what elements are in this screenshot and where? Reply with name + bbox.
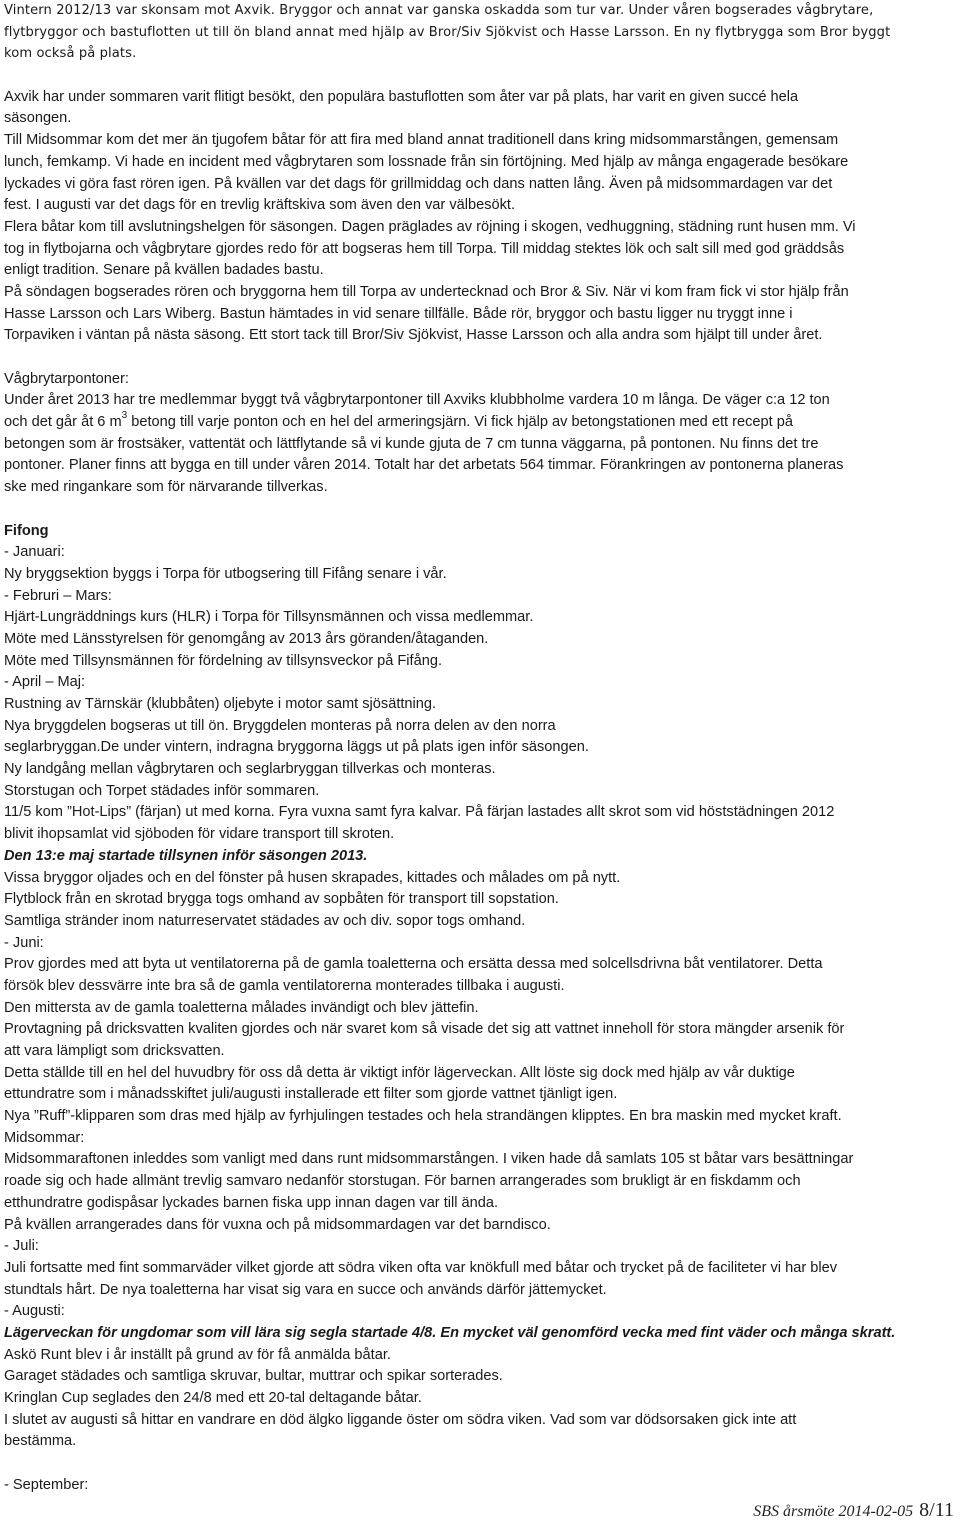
document-page (4, 0, 956, 1496)
text-line: etthundratre godispåsar lyckades barnen fiska upp innan dagen var till ända. (4, 1194, 499, 1211)
text-line: - Augusti: (4, 1303, 65, 1320)
text-line: - Juni: (4, 934, 44, 951)
text-line: Garaget städades och samtliga skruvar, bultar, muttrar och spikar sorterades. (4, 1368, 503, 1385)
footer-document-title: SBS årsmöte 2014-02-05 (753, 1503, 914, 1520)
text-line: ske med ringankare som för närvarande tillverkas. (4, 479, 328, 496)
text-line: pontoner. Planer finns att bygga en till under våren 2014. Totalt har det arbetats 564 timmar. Förankringen av pontonerna planeras (4, 457, 844, 474)
text-line: I slutet av augusti så hittar en vandrare en död älgko liggande öster om södra viken. Vad som var dödsorsaken gick inte att (4, 1411, 797, 1428)
text-line: Provtagning på dricksvatten kvaliten gjordes och när svaret kom så visade det sig att vattnet inneholl för stora mängder arsenik för (4, 1021, 845, 1038)
text-line: seglarbryggan.De under vintern, indragna bryggorna läggs ut på plats igen inför säsongen. (4, 739, 589, 756)
text-line: Vissa bryggor oljades och en del fönster på husen skrapades, kittades och målades om på nytt. (4, 869, 621, 886)
text-line: - Juli: (4, 1238, 39, 1255)
intro-paragraph (4, 0, 956, 65)
section-heading: Fifong (4, 522, 49, 539)
text-line: Lägerveckan för ungdomar som vill lära sig segla startade 4/8. En mycket väl genomförd vecka med fint väder och många skratt. (4, 1324, 896, 1341)
text-line: ettundratre som i månadsskiftet juli/augusti installerade ett filter som gjorde vattnet tjänligt igen. (4, 1086, 618, 1103)
text-line: 11/5 kom ”Hot-Lips” (färjan) ut med korna. Fyra vuxna samt fyra kalvar. På färjan lastades allt skrot som vid höststädningen 2012 (4, 804, 835, 821)
text-line: På söndagen bogserades rören och bryggorna hem till Torpa av undertecknad och Bror & Siv. När vi kom fram fick vi stor hjälp från (4, 283, 849, 300)
text-line: - Februri – Mars: (4, 587, 112, 604)
text-line: betongen som är frostsäker, vattentät och lättflytande så vi kunde gjuta de 7 cm tunna väggarna, på pontonen. Nu finns det tre (4, 435, 819, 452)
text-line: lunch, femkamp. Vi hade en incident med vågbrytaren som lossnade från sin förtöjning. Med hjälp av många engagerade besökare (4, 153, 849, 170)
superscript: 3 (121, 410, 128, 422)
text-line: fest. I augusti var det dags för en trevlig kräftskiva som även den var välbesökt. (4, 197, 516, 214)
text-line: Samtliga stränder inom naturreservatet städades av och div. sopor togs omhand. (4, 912, 526, 929)
text-line: Midsommar: (4, 1129, 85, 1146)
text-line: Detta ställde till en hel del huvudbry för oss då detta är viktigt inför lägerveckan. Allt löste sig dock med hjälp av vår duktige (4, 1064, 795, 1081)
pontoons-section (4, 369, 956, 499)
text-line: Under året 2013 har tre medlemmar byggt två vågbrytarpontoner till Axviks klubbholme vardera 10 m långa. De väger c:a 12 ton (4, 392, 830, 409)
text-line: enligt tradition. Senare på kvällen badades bastu. (4, 262, 324, 279)
text-line: Askö Runt blev i år inställt på grund av för få anmälda båtar. (4, 1346, 391, 1363)
text-line: Ny landgång mellan vågbrytaren och seglarbryggan tillverkas och monteras. (4, 761, 496, 778)
text-line: - Januari: (4, 544, 65, 561)
text-line (4, 412, 956, 434)
section-heading: Vågbrytarpontoner: (4, 370, 129, 387)
text-line: Juli fortsatte med fint sommarväder vilket gjorde att södra viken ofta var knökfull med båtar och trycket på de faciliteter vi har blev (4, 1259, 838, 1276)
text-line: På kvällen arrangerades dans för vuxna och på midsommardagen var det barndisco. (4, 1216, 551, 1233)
text-line: Nya ”Ruff”-klipparen som dras med hjälp av fyrhjulingen testades och hela strandängen klipptes. En bra maskin med mycket kraft. (4, 1108, 842, 1125)
page-footer (753, 1499, 954, 1522)
text-line: blivit ihopsamlat vid sjöboden för vidare transport till skroten. (4, 826, 395, 843)
text-line: säsongen. (4, 110, 72, 127)
text-line: försök blev dessvärre inte bra så de gamla ventilatorerna monterades tillbaka i augusti. (4, 977, 565, 994)
text-line: Möte med Tillsynsmännen för fördelning av tillsynsveckor på Fifång. (4, 652, 443, 669)
text-line: Hjärt-Lungräddnings kurs (HLR) i Torpa för Tillsynsmännen och vissa medlemmar. (4, 609, 534, 626)
text-line: Flera båtar kom till avslutningshelgen för säsongen. Dagen präglades av röjning i skogen, vedhuggning, städning runt husen mm. Vi (4, 218, 856, 235)
text-line: Till Midsommar kom det mer än tjugofem båtar för att fira med bland annat traditionell dans kring midsommarstången, gemensam (4, 132, 839, 149)
text-line: Flytblock från en skrotad brygga togs omhand av sopbåten för transport till sopstation. (4, 891, 559, 908)
text-line: Nya bryggdelen bogseras ut till ön. Bryggdelen monteras på norra delen av den norra (4, 717, 556, 734)
text-line: lyckades vi göra fast rören igen. På kvällen var det dags för grillmiddag och dans natten lång. Även på midsommardagen var det (4, 175, 833, 192)
text-line: Hasse Larsson och Lars Wiberg. Bastun hämtades in vid senare tillfälle. Både rör, bryggor och bastu ligger nu tryggt inne i (4, 305, 793, 322)
text-line: Storstugan och Torpet städades inför sommaren. (4, 782, 320, 799)
summer-paragraph (4, 87, 956, 347)
text-line: Prov gjordes med att byta ut ventilatorerna på de gamla toaletterna och ersätta dessa med solcellsdrivna båt ventilatorer. Detta (4, 956, 823, 973)
text-line: - September: (4, 1476, 89, 1493)
text-line: Torpaviken i väntan på nästa säsong. Ett stort tack till Bror/Siv Sjökvist, Hasse Larsson och alla andra som hjälpt till under året. (4, 327, 823, 344)
text-line: bestämma. (4, 1433, 77, 1450)
text-line: kom också på plats. (4, 46, 137, 62)
text-fragment: och det går åt 6 m (4, 414, 122, 431)
text-line: stundtals hårt. De nya toaletterna har visat sig vara en succe och används därför jättemycket. (4, 1281, 607, 1298)
text-line: Axvik har under sommaren varit flitigt besökt, den populära bastuflotten som åter var på plats, har varit en given succé hela (4, 88, 799, 105)
text-line: Den mittersta av de gamla toaletterna målades invändigt och blev jättefin. (4, 999, 479, 1016)
text-line: Den 13:e maj startade tillsynen inför säsongen 2013. (4, 847, 368, 864)
fifong-section (4, 521, 956, 1497)
text-line: Vintern 2012/13 var skonsam mot Axvik. Bryggor och annat var ganska oskadda som tur var. Under våren bogserades vågbrytare, (4, 3, 874, 18)
text-line: flytbryggor och bastuflotten ut till ön bland annat med hjälp av Bror/Siv Sjökvist och Hasse Larsson. En ny flytbrygga som Bror byggt (4, 24, 891, 40)
text-line: Midsommaraftonen inleddes som vanligt med dans runt midsommarstången. I viken hade då samlats 105 st båtar vars besättningar (4, 1151, 854, 1168)
text-line: Möte med Länsstyrelsen för genomgång av 2013 års göranden/åtaganden. (4, 630, 489, 647)
text-line: roade sig och hade allmänt trevlig samvaro nedanför storstugan. För barnen arrangerades som brukligt är en fiskdamm och (4, 1173, 801, 1190)
text-line: - April – Maj: (4, 674, 86, 691)
text-line: Rustning av Tärnskär (klubbåten) oljebyte i motor samt sjösättning. (4, 696, 437, 712)
page-number: 8/11 (919, 1499, 954, 1521)
text-line: tog in flytbojarna och vågbrytare gjordes redo för att bogseras hem till Torpa. Till middag stektes lök och salt sill med god gräddsås (4, 240, 845, 257)
text-line: att vara lämpligt som dricksvatten. (4, 1043, 225, 1059)
text-line: Ny bryggsektion byggs i Torpa för utbogsering till Fifång senare i vår. (4, 565, 447, 582)
text-line: Kringlan Cup seglades den 24/8 med ett 20-tal deltagande båtar. (4, 1390, 422, 1406)
text-fragment: betong till varje ponton och en hel del armeringsjärn. Vi fick hjälp av betongstationen med ett recept på (127, 414, 793, 431)
fifong-lines (4, 542, 956, 1453)
